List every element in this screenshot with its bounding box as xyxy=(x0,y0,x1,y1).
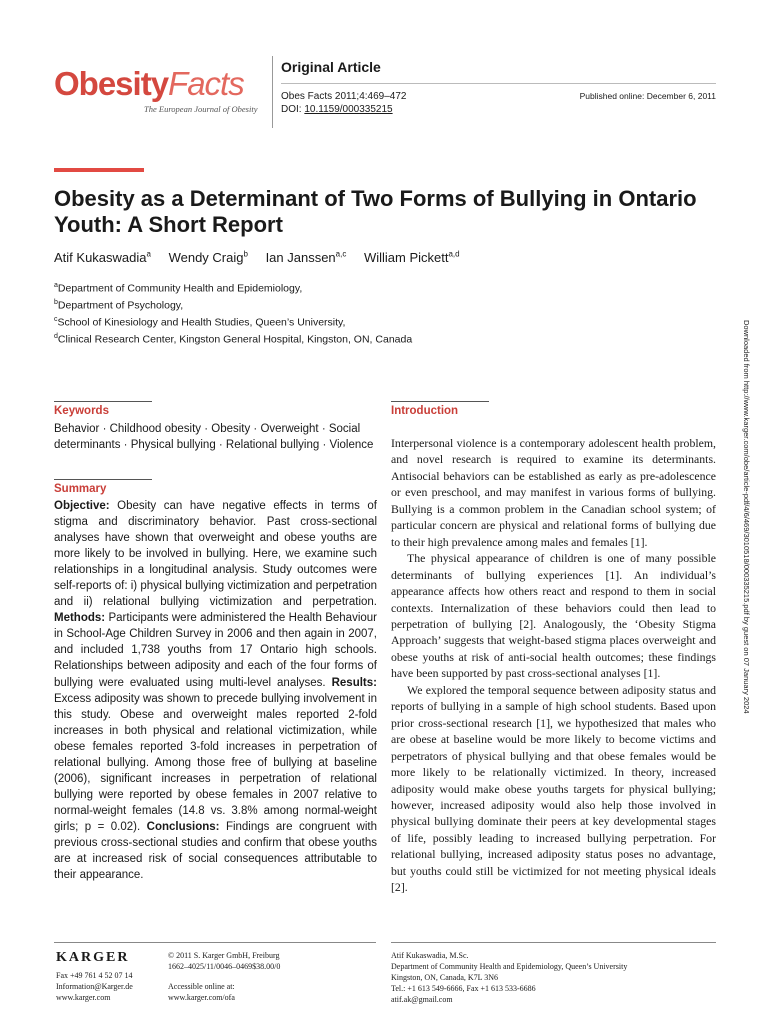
journal-tagline: The European Journal of Obesity xyxy=(144,104,258,114)
affiliation xyxy=(54,313,412,330)
author-name: Atif Kukaswadia xyxy=(54,250,147,266)
author xyxy=(169,250,248,265)
introduction-body xyxy=(391,435,716,896)
affiliation-mark: b xyxy=(54,299,58,306)
online-access-url[interactable]: www.karger.com/ofa xyxy=(168,993,235,1002)
conclusions-text: Findings are congruent with previous cross-sectional studies and confirm that obese youths are at increased risk of social consequences attributable to their appearance. xyxy=(54,820,377,882)
introduction-paragraph: We explored the temporal sequence between adiposity status and reports of bullying in a sample of high school students. Based upon prior cross-sectional research [1], we hypothesized that males who are obese at baseline would be more likely to become victims and perpetrators of physical bullying and that obese females would be more likely to be relationally victimized. In theory, increased adiposity would make obese youths targets for physical bullying; however, increased adiposity would also help those involved in physical bullying dominate their peers at key developmental stages of life, possibly leading to increased bullying perpetration. For relational bullying, increased adiposity status poses no advantage, but youths could still be victimized for not meeting physical ideals [2]. xyxy=(391,682,716,895)
affiliation-text: Department of Community Health and Epidemiology, xyxy=(57,282,303,295)
accent-bar xyxy=(54,168,144,172)
publisher-logo: KARGER xyxy=(56,950,130,965)
affiliation xyxy=(54,279,412,296)
published-date: Published online: December 6, 2011 xyxy=(579,91,716,101)
introduction-paragraph: The physical appearance of children is one of many possible determinants of bullying experiences [1]. An individual’s appearance affects how others react and respond to them in social contexts. Internalization of these behaviors could then lead to perpetration of bullying [2]. Analogously, the ‘Obesity Stigma Approach’ suggests that weight-based stigma places overweight and obese youths at risk of anti-social health outcomes; these findings have been supported by past cross-sectional analyses [1]. xyxy=(391,551,716,681)
corresp-name: Atif Kukaswadia, M.Sc. xyxy=(391,951,469,960)
affiliations xyxy=(54,279,412,347)
header-rule xyxy=(281,83,716,84)
publisher-contact xyxy=(56,970,133,1003)
header-divider xyxy=(272,56,273,128)
author-list xyxy=(54,250,474,265)
summary-rule xyxy=(54,479,152,480)
results-text: Excess adiposity was shown to precede bullying involvement in this study. Obese and overweight males reported 2-fold increases in both physical and relational victimization, while obese females reported 3-fold increases in perpetration of relational bullying. Among those free of bullying at baseline (2006), significant increases in perpetration of relational bullying were reported by obese females in 2007 relative to normal-weight females (14.8 vs. 3.8% among normal-weight girls; p = 0.02). xyxy=(54,692,377,833)
author-affil-mark: a,d xyxy=(448,250,460,259)
doi-label: DOI: xyxy=(281,104,305,115)
affiliation-mark: a xyxy=(54,282,58,289)
download-note-text: Downloaded from http://www.karger.com/obe/article-pdf/4/6/469/3010518/000335215.pdf by guest on 07 January 2024 xyxy=(742,320,751,714)
article-title: Obesity as a Determinant of Two Forms of Bullying in Ontario Youth: A Short Report xyxy=(54,186,697,237)
copyright: © 2011 S. Karger GmbH, Freiburg xyxy=(168,951,280,960)
journal-logo xyxy=(54,64,274,124)
author-affil-mark: b xyxy=(243,250,248,259)
download-note xyxy=(740,320,752,1020)
keywords-text: Behavior · Childhood obesity · Obesity · Overweight · Social determinants · Physical bullying · Relational bullying · Violence xyxy=(54,423,374,451)
introduction-heading: Introduction xyxy=(391,405,459,417)
logo-obesity-text: Obesity xyxy=(54,65,169,102)
publisher-email[interactable]: Information@Karger.de xyxy=(56,982,133,991)
affiliation-text: Clinical Research Center, Kingston General Hospital, Kingston, ON, Canada xyxy=(57,333,413,346)
footer-rule-left xyxy=(54,942,376,943)
objective-text: Obesity can have negative effects in terms of stigma and discriminatory behavior. Past cross-sectional analyses have shown that overweight and obese youths are more likely to be involved in bullying. Here, we examine such relationships in a longitudinal analysis. Study outcomes were self-reports of: i) physical bullying victimization and perpetration and ii) relational bullying victimization and perpetration. xyxy=(54,500,377,609)
author xyxy=(266,250,347,265)
author xyxy=(364,250,460,265)
correspondence xyxy=(391,950,627,1005)
citation-block xyxy=(281,90,406,116)
publisher-website[interactable]: www.karger.com xyxy=(56,993,111,1002)
author-name: Ian Janssen xyxy=(265,250,336,266)
copyright-block xyxy=(168,950,280,972)
corresp-dept: Department of Community Health and Epidemiology, Queen’s University xyxy=(391,962,628,971)
author-affil-mark: a xyxy=(146,250,151,259)
affiliation-text: Department of Psychology, xyxy=(57,299,184,312)
author-name: Wendy Craig xyxy=(168,250,244,266)
corresp-city: Kingston, ON, Canada, K7L 3N6 xyxy=(391,973,499,982)
affiliation xyxy=(54,296,412,313)
affiliation-text: School of Kinesiology and Health Studies, Queen’s University, xyxy=(57,316,346,329)
methods-label: Methods: xyxy=(54,612,106,625)
author-name: William Pickett xyxy=(363,250,449,266)
conclusions-label: Conclusions: xyxy=(146,820,220,833)
author xyxy=(54,250,151,265)
introduction-paragraph: Interpersonal violence is a contemporary adolescent health problem, and novel research is required to examine its determinants. Antisocial behaviors can be established as early as pre-adolescence or even preschool, and may manifest in various forms of bullying. Bullying is a common problem in the Canadian school system; of particular concern are physical and relational forms of bullying due to their high prevalence among males and females [1]. xyxy=(391,436,716,549)
doi-link[interactable]: 10.1159/000335215 xyxy=(304,104,393,115)
introduction-rule xyxy=(391,401,489,402)
online-access xyxy=(168,981,235,1003)
affiliation-mark: d xyxy=(54,333,58,340)
corresp-phone: Tel.: +1 613 549-6666, Fax +1 613 533-6686 xyxy=(391,984,536,993)
author-affil-mark: a,c xyxy=(335,250,347,259)
affiliation-mark: c xyxy=(54,316,58,323)
issn: 1662–4025/11/0046–0469$38.00/0 xyxy=(168,962,281,971)
methods-text: Participants were administered the Health Behaviour in School-Age Children Survey in 2006 and then again in 2007, and included 1,738 youths from 17 Ontario high schools. Relationships between adiposity and each of the four forms of bullying were evaluated using multi-level analyses. xyxy=(54,612,377,689)
corresp-email[interactable]: atif.ak@gmail.com xyxy=(391,995,453,1004)
summary-heading: Summary xyxy=(54,483,107,495)
footer-rule-right xyxy=(391,942,716,943)
keywords-rule xyxy=(54,401,152,402)
results-label: Results: xyxy=(331,676,377,689)
article-type: Original Article xyxy=(281,59,381,75)
keywords-heading: Keywords xyxy=(54,405,109,417)
citation: Obes Facts 2011;4:469–472 xyxy=(281,91,407,102)
logo-facts-text: Facts xyxy=(168,65,244,102)
affiliation xyxy=(54,330,412,347)
online-access-label: Accessible online at: xyxy=(168,982,235,991)
publisher-fax: Fax +49 761 4 52 07 14 xyxy=(56,971,133,980)
summary-text xyxy=(54,498,377,883)
objective-label: Objective: xyxy=(54,500,110,512)
journal-logo-wordmark xyxy=(54,64,274,104)
